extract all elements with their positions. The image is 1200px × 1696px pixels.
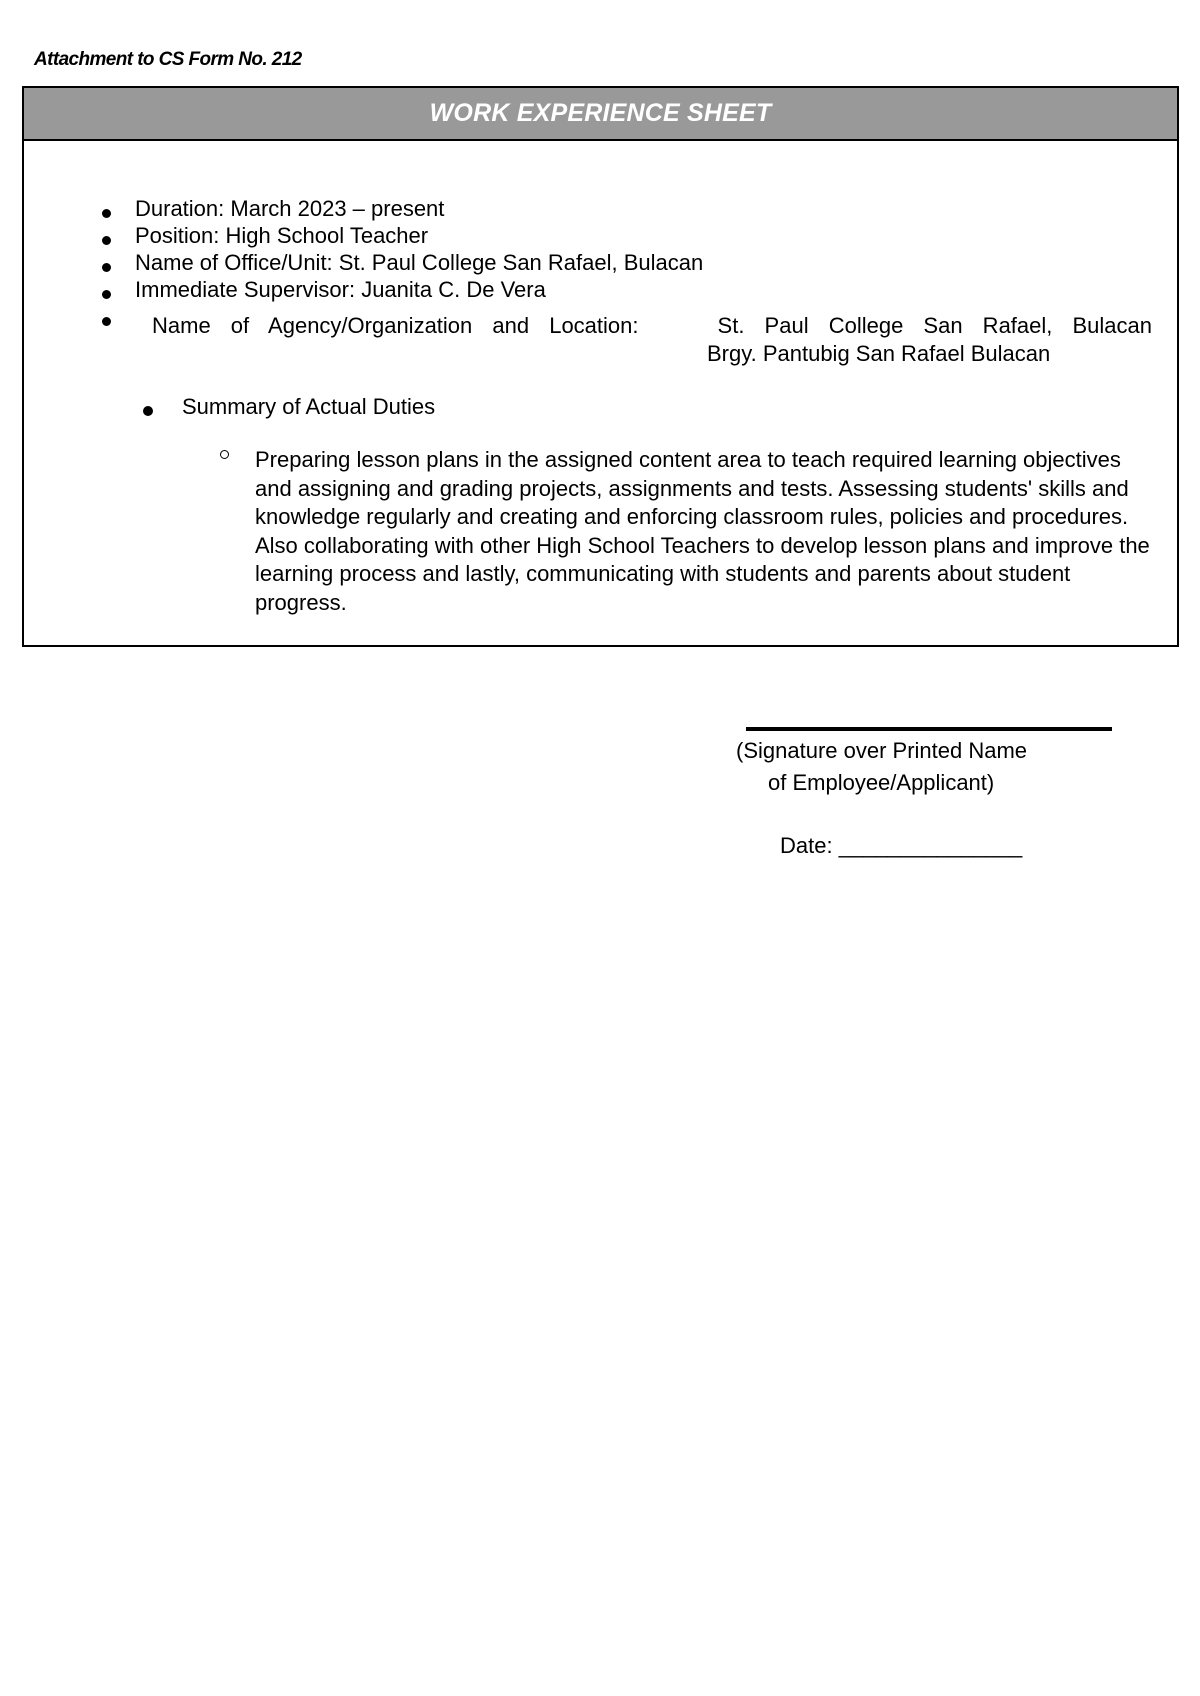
- date-field: [780, 833, 1022, 859]
- attachment-label: Attachment to CS Form No. 212: [34, 49, 302, 70]
- agency-item: [152, 312, 1152, 340]
- bullet-icon: [102, 263, 111, 272]
- signature-caption-line2: of Employee/Applicant): [768, 770, 995, 795]
- agency-label: Name of Agency/Organization and Location:: [152, 313, 639, 338]
- signature-caption: [720, 735, 1140, 799]
- signature-line: [746, 727, 1112, 731]
- signature-caption-line1: (Signature over Printed Name: [736, 738, 1028, 763]
- agency-location-line2: Brgy. Pantubig San Rafael Bulacan: [707, 341, 1051, 366]
- supervisor-item: Immediate Supervisor: Juanita C. De Vera: [135, 277, 546, 302]
- position-item: Position: High School Teacher: [135, 223, 429, 248]
- office-item: Name of Office/Unit: St. Paul College San Rafael, Bulacan: [135, 250, 704, 275]
- bullet-icon: [102, 317, 111, 326]
- sheet-title: WORK EXPERIENCE SHEET: [24, 88, 1177, 141]
- bullet-icon: [143, 406, 153, 416]
- work-experience-sheet: [22, 86, 1179, 647]
- date-label: Date:: [780, 833, 833, 858]
- bullet-icon: [102, 209, 111, 218]
- date-blank: _______________: [838, 833, 1023, 858]
- bullet-icon: [102, 290, 111, 299]
- agency-location-line1: St. Paul College San Rafael, Bulacan: [717, 313, 1152, 338]
- duration-item: Duration: March 2023 – present: [135, 196, 445, 221]
- bullet-icon: [102, 236, 111, 245]
- circle-bullet-icon: [220, 450, 229, 459]
- summary-label: Summary of Actual Duties: [182, 394, 436, 419]
- duties-paragraph: Preparing lesson plans in the assigned content area to teach required learning objectives and assigning and grading projects, assignments and tests. Assessing students' skills and knowledge regularly and creating and enforcing classroom rules, policies and procedures. Also collaborating with other High School Teachers to develop lesson plans and improve the learning process and lastly, communicating with students and parents about student progress.: [255, 447, 1150, 615]
